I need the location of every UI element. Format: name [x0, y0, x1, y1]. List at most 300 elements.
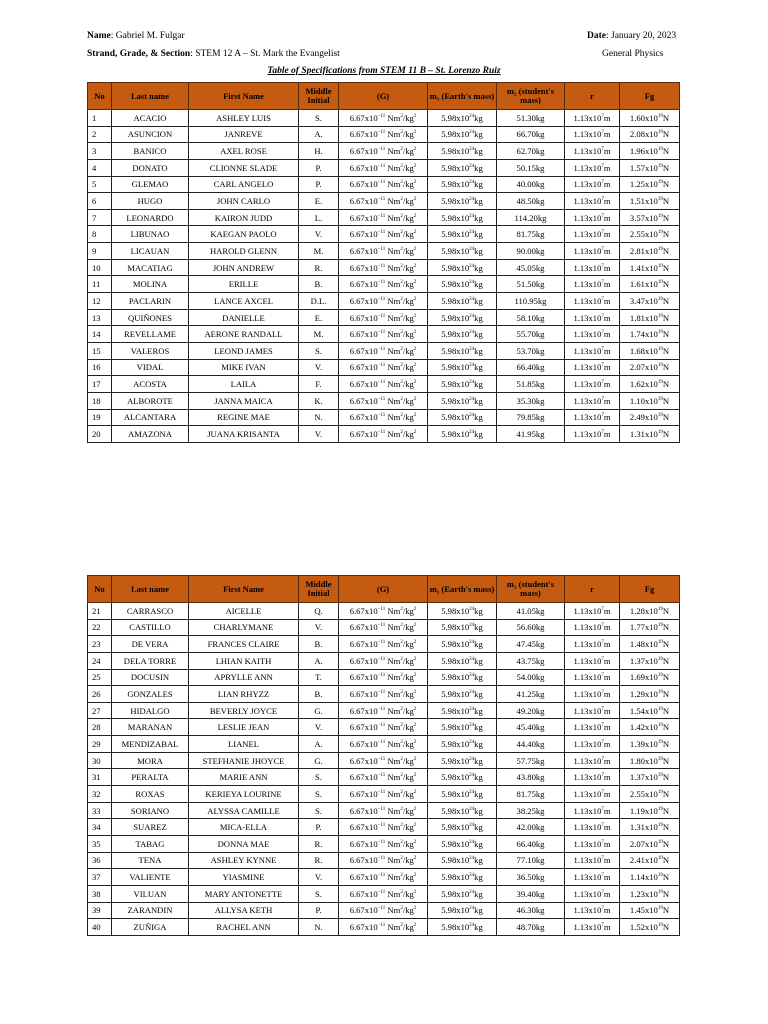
r-unit: m [603, 805, 611, 816]
m1-base: 5.98x10 [441, 262, 470, 273]
g-unit-exp2: 2 [413, 606, 417, 612]
cell-m1 [428, 209, 497, 226]
g-exponent: −11 [377, 922, 386, 928]
m1-exponent: 24 [469, 922, 475, 928]
cell-first-name: JANREVE [189, 126, 299, 143]
m1-exponent: 24 [469, 856, 475, 862]
fg-unit: N [662, 129, 670, 140]
g-unit-exp2: 2 [413, 130, 417, 136]
g-unit-exp2: 2 [413, 806, 417, 812]
date-label: Date [587, 31, 606, 41]
m1-unit: kg [474, 788, 483, 799]
fg-unit: N [662, 295, 670, 306]
cell-r [565, 902, 620, 919]
cell-g [339, 603, 428, 620]
m1-exponent: 24 [469, 706, 475, 712]
g-base: 6.67x10 [349, 279, 378, 290]
cell-no: 8 [88, 226, 112, 243]
g-unit-exp: 2 [400, 230, 403, 236]
m1-base: 5.98x10 [441, 295, 470, 306]
r-unit: m [603, 705, 611, 716]
cell-middle-initial: E. [299, 193, 339, 210]
fg-value: 1.31x10 [629, 822, 658, 833]
cell-no: 25 [88, 669, 112, 686]
g-unit-exp: 2 [400, 623, 403, 629]
g-unit-b: /kg [402, 689, 414, 700]
cell-m1 [428, 885, 497, 902]
cell-r [565, 686, 620, 703]
g-exponent: −11 [377, 130, 386, 136]
cell-last-name: TENA [112, 852, 189, 869]
cell-r [565, 426, 620, 443]
cell-fg [620, 619, 680, 636]
g-base: 6.67x10 [349, 362, 378, 373]
r-base: 1.13x10 [573, 822, 602, 833]
g-base: 6.67x10 [349, 229, 378, 240]
g-base: 6.67x10 [349, 262, 378, 273]
cell-no: 40 [88, 919, 112, 936]
fg-exponent: 19 [657, 263, 663, 269]
fg-exponent: 19 [657, 230, 663, 236]
g-unit-exp: 2 [400, 922, 403, 928]
cell-m1 [428, 376, 497, 393]
r-exponent: 7 [601, 313, 604, 319]
m1-unit: kg [474, 196, 483, 207]
table-row [88, 276, 680, 293]
r-base: 1.13x10 [573, 855, 602, 866]
r-unit: m [603, 605, 611, 616]
fg-exponent: 19 [657, 922, 663, 928]
cell-no: 30 [88, 752, 112, 769]
cell-m2: 40.00kg [497, 176, 565, 193]
m1-base: 5.98x10 [441, 788, 470, 799]
fg-unit: N [662, 655, 670, 666]
r-unit: m [603, 245, 611, 256]
cell-no: 31 [88, 769, 112, 786]
cell-m2: 51.85kg [497, 376, 565, 393]
m1-base: 5.98x10 [441, 162, 470, 173]
g-unit-exp2: 2 [413, 690, 417, 696]
cell-no: 3 [88, 143, 112, 160]
fg-value: 1.77x10 [629, 622, 658, 633]
cell-fg [620, 209, 680, 226]
r-exponent: 7 [601, 623, 604, 629]
r-unit: m [603, 428, 611, 439]
m1-unit: kg [474, 329, 483, 340]
col-header-fg: Fg [620, 83, 680, 110]
g-unit-exp2: 2 [413, 180, 417, 186]
g-unit-exp: 2 [400, 130, 403, 136]
m1-unit: kg [474, 738, 483, 749]
r-exponent: 7 [601, 656, 604, 662]
cell-r [565, 919, 620, 936]
cell-last-name: ASUNCION [112, 126, 189, 143]
cell-g [339, 786, 428, 803]
m1-base: 5.98x10 [441, 838, 470, 849]
cell-g [339, 276, 428, 293]
g-unit-exp: 2 [400, 906, 403, 912]
g-base: 6.67x10 [349, 838, 378, 849]
cell-m1 [428, 786, 497, 803]
g-unit: Nm [385, 362, 401, 373]
cell-m1 [428, 243, 497, 260]
cell-r [565, 802, 620, 819]
g-exponent: −11 [377, 113, 386, 119]
cell-m2: 66.70kg [497, 126, 565, 143]
g-unit-exp2: 2 [413, 363, 417, 369]
cell-m1 [428, 603, 497, 620]
g-unit-b: /kg [402, 822, 414, 833]
cell-first-name: HAROLD GLENN [189, 243, 299, 260]
g-base: 6.67x10 [349, 329, 378, 340]
cell-last-name: ACACIO [112, 110, 189, 127]
g-base: 6.67x10 [349, 312, 378, 323]
cell-first-name: CLIONNE SLADE [189, 159, 299, 176]
g-unit-b: /kg [402, 279, 414, 290]
cell-m2: 57.75kg [497, 752, 565, 769]
cell-fg [620, 669, 680, 686]
cell-g [339, 342, 428, 359]
g-unit-exp: 2 [400, 296, 403, 302]
r-unit: m [603, 146, 611, 157]
m1-unit: kg [474, 855, 483, 866]
g-base: 6.67x10 [349, 805, 378, 816]
table-row [88, 376, 680, 393]
cell-m2: 38.25kg [497, 802, 565, 819]
m1-base: 5.98x10 [441, 345, 470, 356]
cell-m1 [428, 176, 497, 193]
cell-middle-initial: P. [299, 176, 339, 193]
g-exponent: −11 [377, 673, 386, 679]
cell-m1 [428, 276, 497, 293]
cell-m2: 56.60kg [497, 619, 565, 636]
r-unit: m [603, 295, 611, 306]
g-unit-exp2: 2 [413, 163, 417, 169]
m1-exponent: 24 [469, 280, 475, 286]
g-unit-b: /kg [402, 772, 414, 783]
m1-exponent: 24 [469, 889, 475, 895]
fg-unit: N [662, 689, 670, 700]
fg-exponent: 19 [657, 706, 663, 712]
fg-exponent: 19 [657, 246, 663, 252]
g-unit: Nm [385, 872, 401, 883]
g-unit-b: /kg [402, 622, 414, 633]
cell-last-name: DELA TORRE [112, 652, 189, 669]
cell-g [339, 919, 428, 936]
cell-last-name: DOCUSIN [112, 669, 189, 686]
fg-unit: N [662, 312, 670, 323]
r-exponent: 7 [601, 163, 604, 169]
g-unit-b: /kg [402, 162, 414, 173]
r-exponent: 7 [601, 839, 604, 845]
m1-exponent: 24 [469, 380, 475, 386]
m1-unit: kg [474, 722, 483, 733]
r-exponent: 7 [601, 823, 604, 829]
r-base: 1.13x10 [573, 146, 602, 157]
cell-fg [620, 652, 680, 669]
fg-exponent: 19 [657, 163, 663, 169]
cell-first-name: YIASMINE [189, 869, 299, 886]
cell-no: 4 [88, 159, 112, 176]
cell-m2: 79.85kg [497, 409, 565, 426]
cell-g [339, 326, 428, 343]
g-unit-b: /kg [402, 755, 414, 766]
g-unit-exp2: 2 [413, 623, 417, 629]
col-header-middle-initial: Middle Initial [299, 83, 339, 110]
cell-r [565, 259, 620, 276]
cell-no: 5 [88, 176, 112, 193]
g-unit: Nm [385, 262, 401, 273]
table-row [88, 259, 680, 276]
g-unit-exp2: 2 [413, 656, 417, 662]
cell-m1 [428, 736, 497, 753]
fg-value: 2.49x10 [629, 412, 658, 423]
g-unit-exp: 2 [400, 413, 403, 419]
col-header-g: (G) [339, 576, 428, 603]
m1-unit: kg [474, 805, 483, 816]
r-unit: m [603, 888, 611, 899]
col-header-fg: Fg [620, 576, 680, 603]
g-unit: Nm [385, 196, 401, 207]
cell-m1 [428, 652, 497, 669]
r-unit: m [603, 395, 611, 406]
cell-no: 13 [88, 309, 112, 326]
table-row [88, 176, 680, 193]
m1-exponent: 24 [469, 606, 475, 612]
r-exponent: 7 [601, 180, 604, 186]
g-unit: Nm [385, 672, 401, 683]
cell-r [565, 786, 620, 803]
m1-unit: kg [474, 129, 483, 140]
g-unit-exp: 2 [400, 396, 403, 402]
m1-unit: kg [474, 112, 483, 123]
g-unit-b: /kg [402, 196, 414, 207]
fg-value: 1.45x10 [629, 905, 658, 916]
r-base: 1.13x10 [573, 672, 602, 683]
cell-last-name: QUIÑONES [112, 309, 189, 326]
cell-middle-initial: V. [299, 869, 339, 886]
cell-r [565, 409, 620, 426]
cell-no: 19 [88, 409, 112, 426]
r-exponent: 7 [601, 906, 604, 912]
g-base: 6.67x10 [349, 379, 378, 390]
m1-exponent: 24 [469, 673, 475, 679]
fg-exponent: 19 [657, 147, 663, 153]
cell-m1 [428, 409, 497, 426]
cell-last-name: DE VERA [112, 636, 189, 653]
g-base: 6.67x10 [349, 855, 378, 866]
fg-exponent: 19 [657, 723, 663, 729]
cell-no: 36 [88, 852, 112, 869]
fg-exponent: 19 [657, 296, 663, 302]
cell-r [565, 769, 620, 786]
r-base: 1.13x10 [573, 312, 602, 323]
g-unit-exp: 2 [400, 263, 403, 269]
cell-m1 [428, 852, 497, 869]
cell-m1 [428, 719, 497, 736]
cell-m1 [428, 619, 497, 636]
m1-unit: kg [474, 362, 483, 373]
cell-first-name: ASHLEY LUIS [189, 110, 299, 127]
g-unit: Nm [385, 605, 401, 616]
g-unit-exp2: 2 [413, 640, 417, 646]
section-value: : STEM 12 A – St. Mark the Evangelist [190, 49, 340, 59]
g-unit: Nm [385, 905, 401, 916]
cell-fg [620, 226, 680, 243]
r-base: 1.13x10 [573, 622, 602, 633]
g-unit-b: /kg [402, 428, 414, 439]
col-header-last-name: Last name [112, 576, 189, 603]
m1-unit: kg [474, 295, 483, 306]
g-exponent: −11 [377, 330, 386, 336]
cell-r [565, 376, 620, 393]
table-row [88, 426, 680, 443]
cell-m2: 46.30kg [497, 902, 565, 919]
r-unit: m [603, 329, 611, 340]
col-header-m1: m₁ (Earth's mass) [428, 83, 497, 110]
r-base: 1.13x10 [573, 888, 602, 899]
m1-exponent: 24 [469, 756, 475, 762]
cell-first-name: MARIE ANN [189, 769, 299, 786]
cell-m2: 43.75kg [497, 652, 565, 669]
cell-m2: 62.70kg [497, 143, 565, 160]
g-base: 6.67x10 [349, 345, 378, 356]
cell-last-name: CASTILLO [112, 619, 189, 636]
cell-fg [620, 819, 680, 836]
g-unit-exp2: 2 [413, 346, 417, 352]
cell-last-name: MENDIZABAL [112, 736, 189, 753]
g-unit-b: /kg [402, 805, 414, 816]
g-unit-b: /kg [402, 872, 414, 883]
r-base: 1.13x10 [573, 212, 602, 223]
cell-g [339, 409, 428, 426]
r-exponent: 7 [601, 773, 604, 779]
fg-unit: N [662, 412, 670, 423]
m1-exponent: 24 [469, 656, 475, 662]
cell-last-name: HIDALGO [112, 702, 189, 719]
g-base: 6.67x10 [349, 722, 378, 733]
g-unit-exp: 2 [400, 690, 403, 696]
m1-exponent: 24 [469, 413, 475, 419]
cell-r [565, 143, 620, 160]
cell-r [565, 719, 620, 736]
g-unit-b: /kg [402, 379, 414, 390]
cell-no: 16 [88, 359, 112, 376]
cell-last-name: ALBOROTE [112, 392, 189, 409]
g-base: 6.67x10 [349, 196, 378, 207]
m1-unit: kg [474, 705, 483, 716]
g-unit-exp: 2 [400, 756, 403, 762]
g-unit: Nm [385, 428, 401, 439]
g-base: 6.67x10 [349, 921, 378, 932]
fg-exponent: 19 [657, 346, 663, 352]
r-unit: m [603, 362, 611, 373]
r-exponent: 7 [601, 889, 604, 895]
m1-unit: kg [474, 605, 483, 616]
fg-unit: N [662, 888, 670, 899]
g-unit-b: /kg [402, 905, 414, 916]
fg-value: 1.69x10 [629, 672, 658, 683]
fg-exponent: 19 [657, 773, 663, 779]
cell-m2: 48.70kg [497, 919, 565, 936]
cell-no: 20 [88, 426, 112, 443]
cell-middle-initial: H. [299, 143, 339, 160]
cell-g [339, 126, 428, 143]
m1-exponent: 24 [469, 230, 475, 236]
fg-exponent: 19 [657, 113, 663, 119]
cell-last-name: PERALTA [112, 769, 189, 786]
g-unit-b: /kg [402, 672, 414, 683]
table-row [88, 702, 680, 719]
r-unit: m [603, 722, 611, 733]
m1-base: 5.98x10 [441, 872, 470, 883]
g-exponent: −11 [377, 606, 386, 612]
cell-m1 [428, 802, 497, 819]
g-unit-exp2: 2 [413, 673, 417, 679]
m1-unit: kg [474, 279, 483, 290]
g-unit: Nm [385, 329, 401, 340]
g-unit-exp: 2 [400, 656, 403, 662]
g-exponent: −11 [377, 640, 386, 646]
r-exponent: 7 [601, 230, 604, 236]
table-row [88, 719, 680, 736]
cell-middle-initial: V. [299, 359, 339, 376]
cell-g [339, 243, 428, 260]
g-unit-b: /kg [402, 705, 414, 716]
table-row [88, 885, 680, 902]
g-unit: Nm [385, 822, 401, 833]
col-header-m2: m₂ (student's mass) [497, 83, 565, 110]
r-exponent: 7 [601, 296, 604, 302]
g-exponent: −11 [377, 773, 386, 779]
r-exponent: 7 [601, 263, 604, 269]
m1-unit: kg [474, 772, 483, 783]
fg-value: 2.41x10 [629, 855, 658, 866]
cell-fg [620, 736, 680, 753]
fg-unit: N [662, 212, 670, 223]
cell-g [339, 869, 428, 886]
g-unit-b: /kg [402, 722, 414, 733]
r-unit: m [603, 655, 611, 666]
table-row [88, 802, 680, 819]
cell-m2: 42.00kg [497, 819, 565, 836]
fg-unit: N [662, 772, 670, 783]
cell-first-name: KERIEYA LOURINE [189, 786, 299, 803]
m1-base: 5.98x10 [441, 822, 470, 833]
cell-no: 9 [88, 243, 112, 260]
g-unit: Nm [385, 888, 401, 899]
g-exponent: −11 [377, 690, 386, 696]
cell-first-name: DONNA MAE [189, 835, 299, 852]
cell-m1 [428, 259, 497, 276]
table-row [88, 786, 680, 803]
g-base: 6.67x10 [349, 245, 378, 256]
r-base: 1.13x10 [573, 329, 602, 340]
g-unit-exp2: 2 [413, 789, 417, 795]
cell-last-name: LICAUAN [112, 243, 189, 260]
g-unit-exp: 2 [400, 280, 403, 286]
cell-m1 [428, 919, 497, 936]
g-unit-b: /kg [402, 921, 414, 932]
g-unit-exp2: 2 [413, 230, 417, 236]
cell-no: 24 [88, 652, 112, 669]
cell-no: 39 [88, 902, 112, 919]
g-unit-b: /kg [402, 262, 414, 273]
r-base: 1.13x10 [573, 772, 602, 783]
m1-exponent: 24 [469, 873, 475, 879]
r-base: 1.13x10 [573, 262, 602, 273]
g-base: 6.67x10 [349, 162, 378, 173]
